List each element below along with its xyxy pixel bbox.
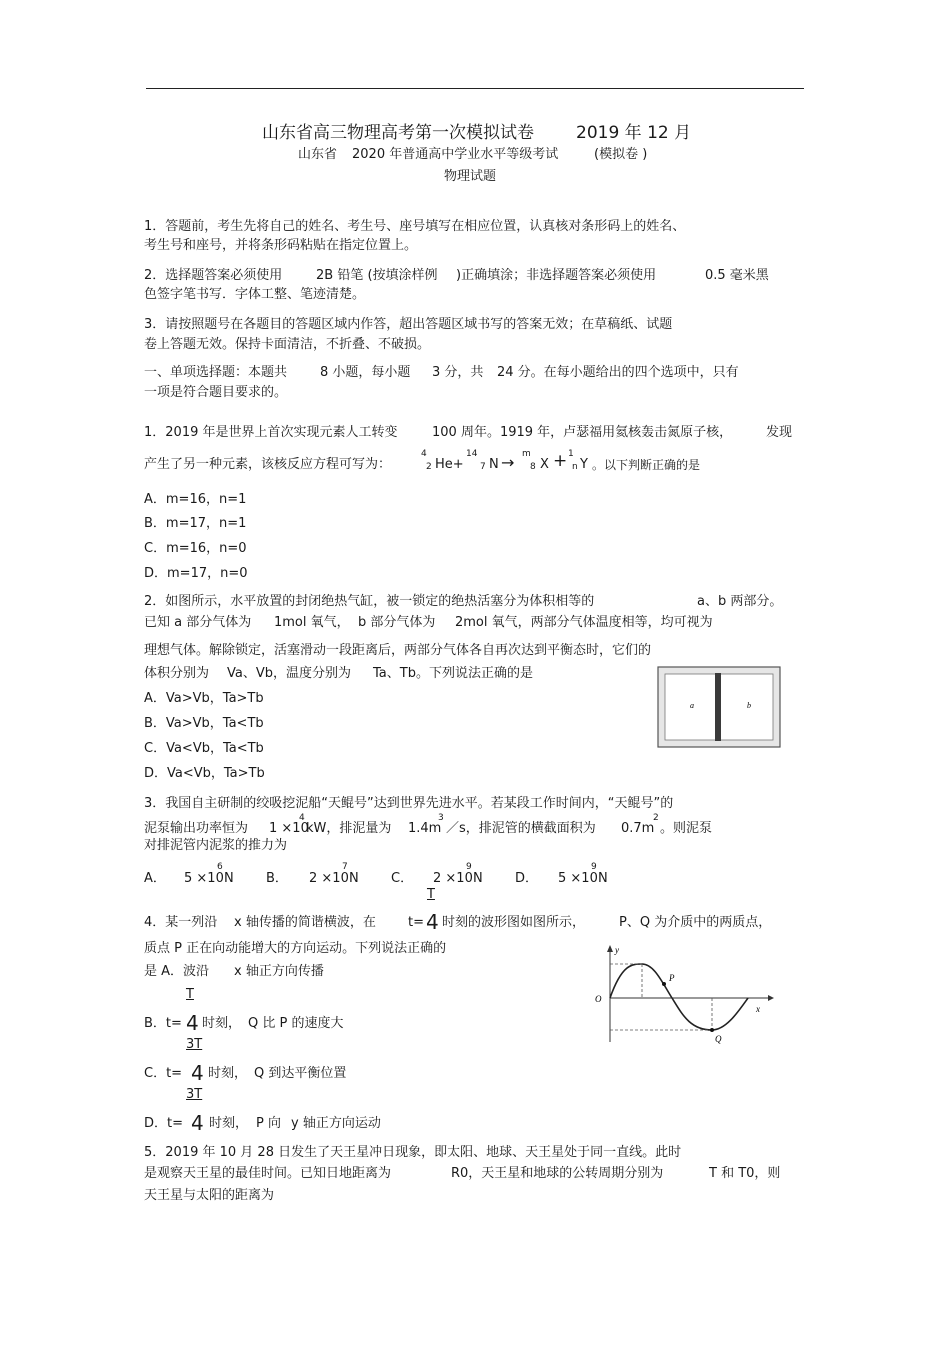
x-symbol: X [540, 457, 549, 472]
q3-option-a-label: A． [144, 871, 166, 886]
q3-option-a-value: 5 ×10 [184, 871, 224, 886]
plus-sign: + [553, 451, 568, 471]
q4-fraction-3t-1: 3T [186, 1037, 203, 1052]
x-axis-label: x [756, 1004, 760, 1014]
section-1-heading-part-4: 24 分。在每小题给出的四个选项中，只有 [497, 365, 739, 380]
instruction-2-part-2: 2B 铅笔 (按填涂样例 [316, 268, 438, 283]
q3-flow-value: 1.4m [408, 821, 442, 836]
q4-stem-part-1: 4．某一列沿 [144, 915, 218, 930]
q2-stem-line-2-part-2: 1mol 氧气， [274, 615, 350, 630]
instruction-1-line-1: 1．答题前，考生先将自己的姓名、考生号、座号填写在相应位置，认真核对条形码上的姓名、 [144, 219, 686, 234]
x-mass-number: m [522, 449, 531, 459]
q2-stem-line-4-part-3: Ta、Tb。下列说法正确的是 [373, 666, 533, 681]
section-1-heading-part-2: 8 小题，每小题 [320, 365, 411, 380]
point-q [710, 1028, 714, 1032]
q2-option-c: C．Va<Vb，Ta<Tb [144, 741, 264, 756]
q3-option-b-label: B． [266, 871, 288, 886]
q1-option-b: B．m=17，n=1 [144, 516, 247, 531]
q4-fraction-numerator-4: 4 [426, 910, 439, 934]
n-atomic-number: 7 [480, 462, 486, 472]
he-mass-number: 4 [421, 449, 427, 459]
section-1-heading-line-2: 一项是符合题目要求的。 [144, 385, 288, 400]
page-title-date: 2019 年 12 月 [576, 123, 692, 143]
q4-option-d-4: 4 [191, 1111, 204, 1135]
q4-option-b-part-1: B．t= [144, 1016, 182, 1031]
q3-option-d-label: D． [515, 871, 539, 886]
q2-option-a: A．Va>Vb，Ta>Tb [144, 691, 264, 706]
q3-option-d-value: 5 ×10 [558, 871, 598, 886]
q1-stem-tail: 。以下判断正确的是 [592, 458, 701, 472]
x-axis-arrow [768, 995, 774, 1001]
q2-stem-line-2-part-1: 已知 a 部分气体为 [144, 615, 252, 630]
q4-option-d-part-3: P 向 [256, 1116, 281, 1131]
q3-power-value: 1 ×10 [269, 821, 309, 836]
y-symbol: Y [580, 457, 588, 472]
x-atomic-number: 8 [530, 462, 536, 472]
q2-stem-line-4-part-1: 体积分别为 [144, 666, 210, 681]
q2-stem-part-2: a、b 两部分。 [697, 594, 783, 609]
section-1-heading-part-1: 一、单项选择题：本题共 [144, 365, 288, 380]
q2-stem-part-1: 2．如图所示，水平放置的封闭绝热气缸，被一锁定的绝热活塞分为体积相等的 [144, 594, 595, 609]
q2-stem-line-3: 理想气体。解除锁定，活塞滑动一段距离后，两部分气体各自再次达到平衡态时，它们的 [144, 643, 652, 658]
q4-option-c-part-1: C．t= [144, 1066, 183, 1081]
q4-option-c-part-2: 时刻， [208, 1066, 248, 1081]
q4-fraction-t-1: T [186, 987, 194, 1002]
q1-option-a: A．m=16，n=1 [144, 492, 247, 507]
subtitle-mock: (模拟卷 ) [594, 147, 648, 162]
reaction-arrow: → [501, 453, 515, 472]
q3-option-d-unit: N [598, 871, 608, 886]
y-axis-arrow [607, 945, 613, 952]
he-atomic-number: 2 [426, 462, 432, 472]
q4-option-b-4: 4 [186, 1011, 199, 1035]
q5-stem-line-2-part-3: T 和 T0，则 [709, 1166, 781, 1181]
q1-stem-part-2: 100 周年。1919 年，卢瑟福用氦核轰击氮原子核， [432, 425, 733, 440]
q4-option-c-part-3: Q 到达平衡位置 [254, 1066, 347, 1081]
subject-title: 物理试题 [444, 169, 497, 184]
wave-figure [590, 942, 775, 1046]
y-mass-number: 1 [568, 449, 574, 459]
q5-stem-line-2-part-2: R0，天王星和地球的公转周期分别为 [451, 1166, 664, 1181]
wave-curve [610, 964, 748, 1030]
q2-stem-line-4-part-2: Va、Vb，温度分别为 [227, 666, 351, 681]
q4-fraction-3t-2: 3T [186, 1087, 203, 1102]
origin-label: O [595, 994, 602, 1004]
q1-option-d: D．m=17，n=0 [144, 566, 248, 581]
q3-stem-line-3: 对排泥管内泥浆的推力为 [144, 838, 288, 853]
q4-option-a-part-1: 是 A．波沿 [144, 964, 210, 979]
q2-option-b: B．Va>Vb，Ta<Tb [144, 716, 264, 731]
instruction-2-part-3: )正确填涂；非选择题答案必须使用 [456, 268, 657, 283]
n-symbol: N [489, 457, 499, 472]
q3-stem-line-2-part-4: 。则泥泵 [660, 821, 713, 836]
instruction-2-line-2: 色签字笔书写．字体工整、笔迹清楚。 [144, 287, 366, 302]
q3-option-a-exponent: 6 [217, 862, 223, 872]
q5-stem-line-3: 天王星与太阳的距离为 [144, 1188, 275, 1203]
he-symbol: He+ [435, 457, 464, 472]
q3-power-exponent: 4 [299, 813, 305, 823]
instruction-3-line-2: 卷上答题无效。保持卡面清洁，不折叠、不破损。 [144, 337, 431, 352]
q3-stem-line-2-part-1: 泥泵输出功率恒为 [144, 821, 249, 836]
q3-option-c-exponent: 9 [466, 862, 472, 872]
instruction-2-part-1: 2．选择题答案必须使用 [144, 268, 283, 283]
piston [715, 673, 721, 741]
q5-stem-line-2-part-1: 是观察天王星的最佳时间。已知日地距离为 [144, 1166, 392, 1181]
point-p [662, 982, 666, 986]
q4-option-c-4: 4 [191, 1061, 204, 1085]
q3-option-b-exponent: 7 [342, 862, 348, 872]
n-mass-number: 14 [466, 449, 478, 459]
q4-stem-part-4: 时刻的波形图如图所示， [442, 915, 586, 930]
q3-option-b-unit: N [349, 871, 359, 886]
q4-option-b-part-2: 时刻， [202, 1016, 242, 1031]
q3-option-b-value: 2 ×10 [309, 871, 349, 886]
instruction-1-line-2: 考生号和座号，并将条形码粘贴在指定位置上。 [144, 238, 418, 253]
q3-option-c-label: C． [391, 871, 414, 886]
q4-option-d-part-1: D．t= [144, 1116, 184, 1131]
q1-stem-part-1: 1．2019 年是世界上首次实现元素人工转变 [144, 425, 398, 440]
q3-option-c-value: 2 ×10 [433, 871, 473, 886]
q3-area-exponent: 2 [653, 813, 659, 823]
cylinder-figure [657, 666, 781, 748]
q3-area-value: 0.7m [621, 821, 655, 836]
q3-option-c-unit: N [473, 871, 483, 886]
q4-stem-line-2: 质点 P 正在向动能增大的方向运动。下列说法正确的 [144, 941, 447, 956]
q4-option-d-part-2: 时刻， [209, 1116, 249, 1131]
instruction-3-line-1: 3．请按照题号在各题目的答题区域内作答，超出答题区域书写的答案无效；在草稿纸、试题 [144, 317, 673, 332]
instruction-2-part-4: 0.5 毫米黑 [705, 268, 769, 283]
point-q-label: Q [715, 1034, 722, 1044]
q4-stem-part-3: t= [408, 915, 424, 930]
q4-option-b-part-3: Q 比 P 的速度大 [248, 1016, 344, 1031]
q4-stem-part-2: x 轴传播的简谐横波，在 [234, 915, 376, 930]
q5-stem-line-1: 5．2019 年 10 月 28 日发生了天王星冲日现象，即太阳、地球、天王星处于同一直线。此时 [144, 1145, 682, 1160]
q3-stem-line-2-part-2: kW，排泥量为 [306, 821, 392, 836]
q4-stem-part-5: P、Q 为介质中的两质点， [619, 915, 772, 930]
q2-stem-line-2-part-3: b 部分气体为 [358, 615, 436, 630]
q3-stem-line-2-part-3: ／s，排泥管的横截面积为 [446, 821, 596, 836]
point-p-label: P [669, 973, 675, 983]
q3-option-a-unit: N [224, 871, 234, 886]
subtitle-exam: 2020 年普通高中学业水平等级考试 [352, 147, 559, 162]
q2-stem-line-2-part-4: 2mol 氧气，两部分气体温度相等，均可视为 [455, 615, 713, 630]
q3-option-d-exponent: 9 [591, 862, 597, 872]
q2-option-d: D．Va<Vb，Ta>Tb [144, 766, 265, 781]
q1-stem-line-2: 产生了另一种元素，该核反应方程可写为： [144, 457, 392, 472]
q3-flow-exponent: 3 [438, 813, 444, 823]
q1-option-c: C．m=16，n=0 [144, 541, 247, 556]
q1-stem-part-3: 发现 [766, 425, 793, 440]
q4-option-a-part-2: x 轴正方向传播 [234, 964, 324, 979]
y-atomic-number: n [572, 462, 578, 472]
q4-option-d-part-4: y 轴正方向运动 [291, 1116, 381, 1131]
page-title: 山东省高三物理高考第一次模拟试卷 [262, 123, 534, 143]
y-axis-label: y [615, 945, 619, 955]
subtitle-province: 山东省 [298, 147, 338, 162]
top-rule [146, 88, 804, 89]
chamber-label-b: b [747, 701, 751, 710]
section-1-heading-part-3: 3 分，共 [432, 365, 484, 380]
q4-fraction-denominator-t: T [427, 887, 435, 902]
q3-stem-line-1: 3．我国自主研制的绞吸挖泥船“天鲲号”达到世界先进水平。若某段工作时间内，“天鲲号”的 [144, 796, 674, 811]
chamber-label-a: a [690, 701, 694, 710]
